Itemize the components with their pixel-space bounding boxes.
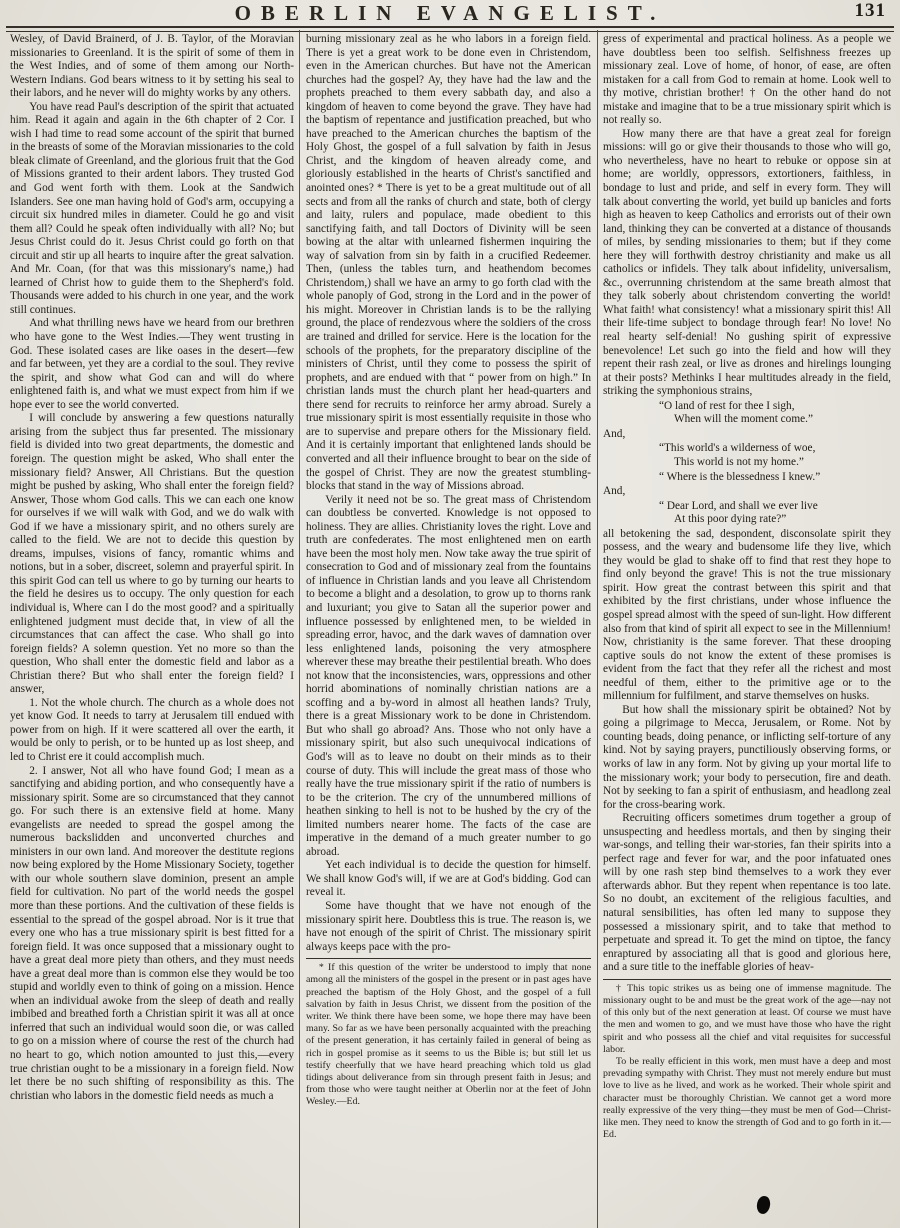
masthead-title: OBERLIN EVANGELIST. — [234, 1, 666, 25]
footnote-paragraph: To be really efficient in this work, men must have a deep and most prevading sympathy with Christ. They must not merely endure but must love to live as he lived, and work as he worked. Their whole spirit and character must be thoroughly Christian. We cannot get a word more really expressive of the very thing—they must be men of God—Christ-like men. They need to know the strength of God and to go forth in it.—Ed. — [603, 1055, 891, 1141]
body-paragraph: And what thrilling news have we heard from our brethren who have gone to the West Indies.—They went trusting in God. These isolated cases are like oases in the desert—few and far between, yet they are a cordial to the soul. They revive the spirit, and show what God can and will do where enlightened faith is, and what we must expect from him if we hope ever to see the world converted. — [10, 317, 294, 411]
body-paragraph: How many there are that have a great zeal for foreign missions: will go or give their thousands to those who will go, who nevertheless, have no heart to rebuke or oppose sin at home; are worldly, oppressors, extortioners, faithless, in bondage to lust and pride, and self in every form. They will talk about converting the world, yet build up banicles and forts high as heaven to keep Catholics and errorists out of their own land, thinking they can be converted at a distance of thousands of miles, by sending missionaries to them; but if they come here they will forthwith destroy christianity and make us all catholics or infidels. They talk about infidelity, universalism, &c., overrunning christendom at the same breath almost that they talk soberly about christendom converting the world! What faith! what consistency! what a missionary spirit this! All their life-time subject to bondage through fear! No love! No real hearty self-denial! No gushing spirit of expressive benevolence! Let such go into the field and how will they repent their rash zeal, or live as drones and hirelings lounging at their posts? Methinks I hear multitudes already in the field, striking the symphonious strains, — [603, 127, 891, 398]
verse-line: At this poor dying rate?” — [674, 513, 787, 526]
body-paragraph: And, — [603, 485, 626, 498]
masthead-rule — [6, 26, 894, 32]
body-paragraph: all betokening the sad, despondent, disconsolate spirit they possess, and the weary and budensome life they live, which they would be glad to shake off to find that rest they hope to find only beyond the grave! This is not the true missionary spirit. How great the contrast between this spirit and that exhibited by the first christians, under whose influence the gospel spread almost with the speed of sun-light. How different also from that kind of spirit all expect to see in the Millennium! Now, christianity is the same forever. That these drooping captive souls do not know the extent of these promises is evident from the fact that they refer all the richest and most needful of them, either to the primitive age or to the millennium for fulfilment, and starve themselves on husks. — [603, 527, 891, 703]
verse-line: “O land of rest for thee I sigh, — [659, 399, 795, 412]
body-paragraph: Wesley, of David Brainerd, of J. B. Taylor, of the Moravian missionaries to Greenland. It is the spirit of some of them in the West Indies, and of some of them among our North-Western Indians. God bears witness to it by setting his seal to their labors, and he never will do mighty works by any others. — [10, 33, 294, 100]
body-paragraph: I will conclude by answering a few questions naturally arising from the subject thus far presented. The missionary field is divided into two great departments, the domestic and foreign. The question might be asked, Who shall enter the missionary field? Answer, All Christians. But the question might be pushed by asking, Who shall enter the foreign field? Answer, Those whom God calls. This we can each one know for ourselves if we will walk with God, and we do walk with God if we have a missionary spirit, and no others surely are called to the field. We are not to decide this question by dreams, impulses, visions of fancy, romantic whims and notions, but in a sober, discreet, solemn and prayerful spirit. In this spirit God can tell us where to go by turning our hearts to the field he desires us to occupy. The only question for each individual is, Where can I do the most good? and a spiritually enlightened judgment must decide that, in view of all the circumstances that can affect the case. Who shall go into foreign fields? A solemn question. Yet no more so than the question, Who shall enter the domestic field and labor as a Christian there? But who shall enter the foreign field? I answer, — [10, 412, 294, 696]
body-paragraph: Recruiting officers sometimes drum together a group of unsuspecting and heedless mortals, and then by singing their war-songs, and telling their war-stories, fan their spirits into a perfect rage and fever for war, and the poor infatuated ones will by one rash step bind themselves to a work they ever afterwards abhor. But they repent when repentance is too late. So no doubt, an excitement of the religious faculties, and natural sensibilities, has often led many to suppose they possessed a missionary spirit, and to take that method to perpetuate and spread it. To get the mind on tiptoe, the fancy enraptured by associating all that is good and glorious here, and a sure title to the ineffable glories of heav- — [603, 812, 891, 974]
body-paragraph: You have read Paul's description of the spirit that actuated him. Read it again and again in the 6th chapter of 2 Cor. I wish I had time to read some account of the spirit that burned in the breasts of some of the Moravian missionaries to the cold bleak climate of Greenland, and the glorious fruit that the God of Missions granted to their ardent labors. They trusted God and God went forth with them. Look at the Sandwich Islanders. See one man having hold of God's arm, occupying a circuit six hundred miles in diameter. Could he go and visit them all? Could he speak often individually with all? No; but Jesus Christ could do it. Jesus Christ could go forth on that circuit and stir up all hearts to inquire after the great salvation. And Mr. Coan, (for that was this missionary's name,) had learned of Christ how to guide them to the Shepherd's fold. Thousands were added to his church in one year, and the work still continues. — [10, 100, 294, 316]
verse-quote — [659, 442, 891, 469]
verse-line: This world is not my home.” — [674, 455, 804, 468]
column-3 — [603, 33, 891, 1225]
body-paragraph: Verily it need not be so. The great mass of Christendom can doubtless be converted. Knowledge is not opposed to holiness. They are allies. Christianity loves the right. Love and truth are confederates. The most enlightened men on earth have been the most holy men. Now take away the true spirit of consecration to God and of missionary zeal from the fountains of influence in Christian lands and you leave all Christendom to become a blight and a desolation, to grow up to thorns rank and luxuriant; you give to Satan all the superior power and influence possessed by enlightened men, to be wielded in spreading error, havoc, and the dark waves of damnation over less enlightened lands, poisoning the very atmosphere wherever these may breathe their pestilential breath. Who does not know that the inconsistencies, wars, oppressions and other horrid abominations of nominally christian nations are a scoffing and a by-word in almost all heathen lands? Truly, there is a great Missionary work to be done in Christendom. But who shall go abroad? Ans. Those who not only have a missionary spirit, but also such unequivocal indications of God's will as to leave no doubt on their minds as to their course of duty. This will include the great mass of those who really have the true missionary spirit if the ratio of numbers is to be the criterion. The cry of the unnumbered millions of heathen sinking to hell is not to be hushed by the cry of the limited numbers nearer home. The facts of the case are imperative in the demand of a much greater number to go abroad. — [306, 493, 591, 858]
verse-line: “This world's a wilderness of woe, — [659, 442, 816, 455]
verse-line: “ Dear Lord, and shall we ever live — [659, 499, 818, 512]
body-paragraph: But how shall the missionary spirit be obtained? Not by going a pilgrimage to Mecca, Jerusalem, or Rome. Not by counting beads, doing penance, or inflicting self-torture of any kind. Not by saying prayers, punctiliously observing forms, or works of law in any form. Not by giving up your mortal life to the missionary work; your body to persecution, fire and death. Not by seeking to fan a spirit of enthusiasm, and headlong zeal for the cross-bearing work. — [603, 703, 891, 811]
verse-line: When will the moment come.” — [674, 413, 813, 426]
column-divider-1 — [299, 30, 300, 1228]
page-number: 131 — [854, 0, 886, 21]
column-divider-2 — [597, 30, 598, 1228]
verse-quote — [659, 400, 891, 427]
body-paragraph: gress of experimental and practical holiness. As a people we have doubtless been too selfish. Selfishness freezes up missionary zeal. Love of home, of honor, of ease, are often mistaken for a call from God to remain at home. Look well to thy motive, christian brother! † On the other hand do not mistake and imagine that to be a true missionary spirit which is not really so. — [603, 33, 891, 127]
verse-quote — [659, 500, 891, 527]
footnote-rule — [306, 958, 591, 959]
column-1 — [10, 33, 294, 1225]
body-paragraph: 2. I answer, Not all who have found God; I mean as a sanctifying and abiding portion, and who consequently have a missionary spirit. Some are so circumstanced that they cannot go. For such there is an extensive field at home. Many evangelists are needed to spread the gospel among the numerous backslidden and unconverted churches and ministers in our own land. And moreover the destitute regions now being explored by the Home Missionary Society, together with our whole southern slave dominion, present an ample field for cultivation. No part of the world needs the gospel more than these portions. And the cultivation of these fields is essential to the spread of the gospel abroad. Nor is it true that every one who has a true missionary spirit is best fitted for a foreign field. It was once supposed that a missionary ought to have a great deal more piety than others, and they must needs have a great deal more than is common else they would be too stupid and worldly even to think of going on a mission. Hence when an individual awoke from the sleep of death and really imbibed and breathed forth a Christian spirit it was all at once inferred that such an individual would soon die, or was called to go on a mission where of course the rest of the church had no heart to go, which notion amounted to just this,—every true christian ought to be a missionary in a foreign field. Now let there be no such shifting of responsibility as this. The christian who labors in the domestic field needs as much a — [10, 764, 294, 1102]
footnote-paragraph: * If this question of the writer be understood to imply that none among all the ministers of the gospel in the present or in past ages have preached the baptism of the Holy Ghost, and the gospel of a full salvation by faith in Jesus Christ, we dissent from the position of the writer. We think there have been some, we hope there may have been many. So far as we have been personally acquainted with the preaching of the present generation, it has certainly failed in general of being as rich in gospel promise as it seems to us the Bible is; but still let us testify cheerfully that we have heard preaching which told us glad tidings about deliverance from sin through present faith in Jesus; and from those who were taught neither at Oberlin nor at the feet of John Wesley.—Ed. — [306, 962, 591, 1108]
body-paragraph: Yet each individual is to decide the question for himself. We shall know God's will, if we are at God's bidding. God can reveal it. — [306, 859, 591, 899]
verse-line: “ Where is the blessedness I knew.” — [659, 470, 821, 483]
verse-quote — [659, 471, 891, 485]
footnote-paragraph: † This topic strikes us as being one of immense magnitude. The missionary ought to be and must be the great work of the age—nay not of this only but of the next generation at least. Of course we must have the men and women to go, and we must have those who have the right spirit and who possess all the chief and vital requisites for successful labor. — [603, 982, 891, 1055]
body-paragraph: burning missionary zeal as he who labors in a foreign field. There is yet a great work to be done even in Christendom, even in the American churches. But have not the American churches had the gospel? Ay, they have had the law and the prophets preached to them every sabbath day, and also a kingdom of heaven to come beyond the grave. They have had the baptism of repentance and justification preached, but who have preached to the American churches the baptism of the Holy Ghost, the gospel of a full salvation by faith in Jesus Christ, and the kingdom of heaven already come, and gloriously established in the hearts of Christ's sanctified and anointed ones? * There is yet to be a great multitude out of all sects and from all the ranks of church and state, both of clergy and laity, rulers and populace, made obedient to this sanctifying faith, and tall Doctors of Divinity will be seen bowing at the altar with unlearned fishermen inquiring the way of salvation from sin by faith in a crucified Redeemer. Then, (unless the tables turn, and heathendom becomes Christendom,) shall we have an army to go forth clad with the whole panoply of God, strong in the Lord and in the power of his might. Moreover in Christian lands is to be the rallying ground, the place of rendezvous where the soldiers of the cross are trained and drilled for service. Here is the location for the schools of the prophets, for the preparatory discipline of the ministers of Christ, until they come to possess the spirit of prophets, and are endued with that “ power from on high.” In christian lands must the church plant her head-quarters and there send for recruits to reinforce her army abroad. Surely a true missionary spirit is most essentially requisite in those who are to supervise and prepare others for the Missionary field. And it is certainly important that enlightened lands should be converted and all their influence brought to bear on the side of the gospel of Christ. They are now the greatest stumbling-blocks that stand in the way of Missions abroad. — [306, 33, 591, 493]
body-paragraph: And, — [603, 427, 626, 440]
body-paragraph: 1. Not the whole church. The church as a whole does not yet know God. It needs to tarry at Jerusalem till endued with power from on high. If it were scattered all over the earth, it would be only to perish, or to be hunted up as lost sheep, and led to Christ ere it could accomplish much. — [10, 696, 294, 763]
footnote-rule — [603, 979, 891, 980]
column-2 — [306, 33, 591, 1225]
body-paragraph: Some have thought that we have not enough of the missionary spirit here. Doubtless this is true. The reason is, we have not enough of the spirit of Christ. The missionary spirit always keeps pace with the pro- — [306, 900, 591, 953]
